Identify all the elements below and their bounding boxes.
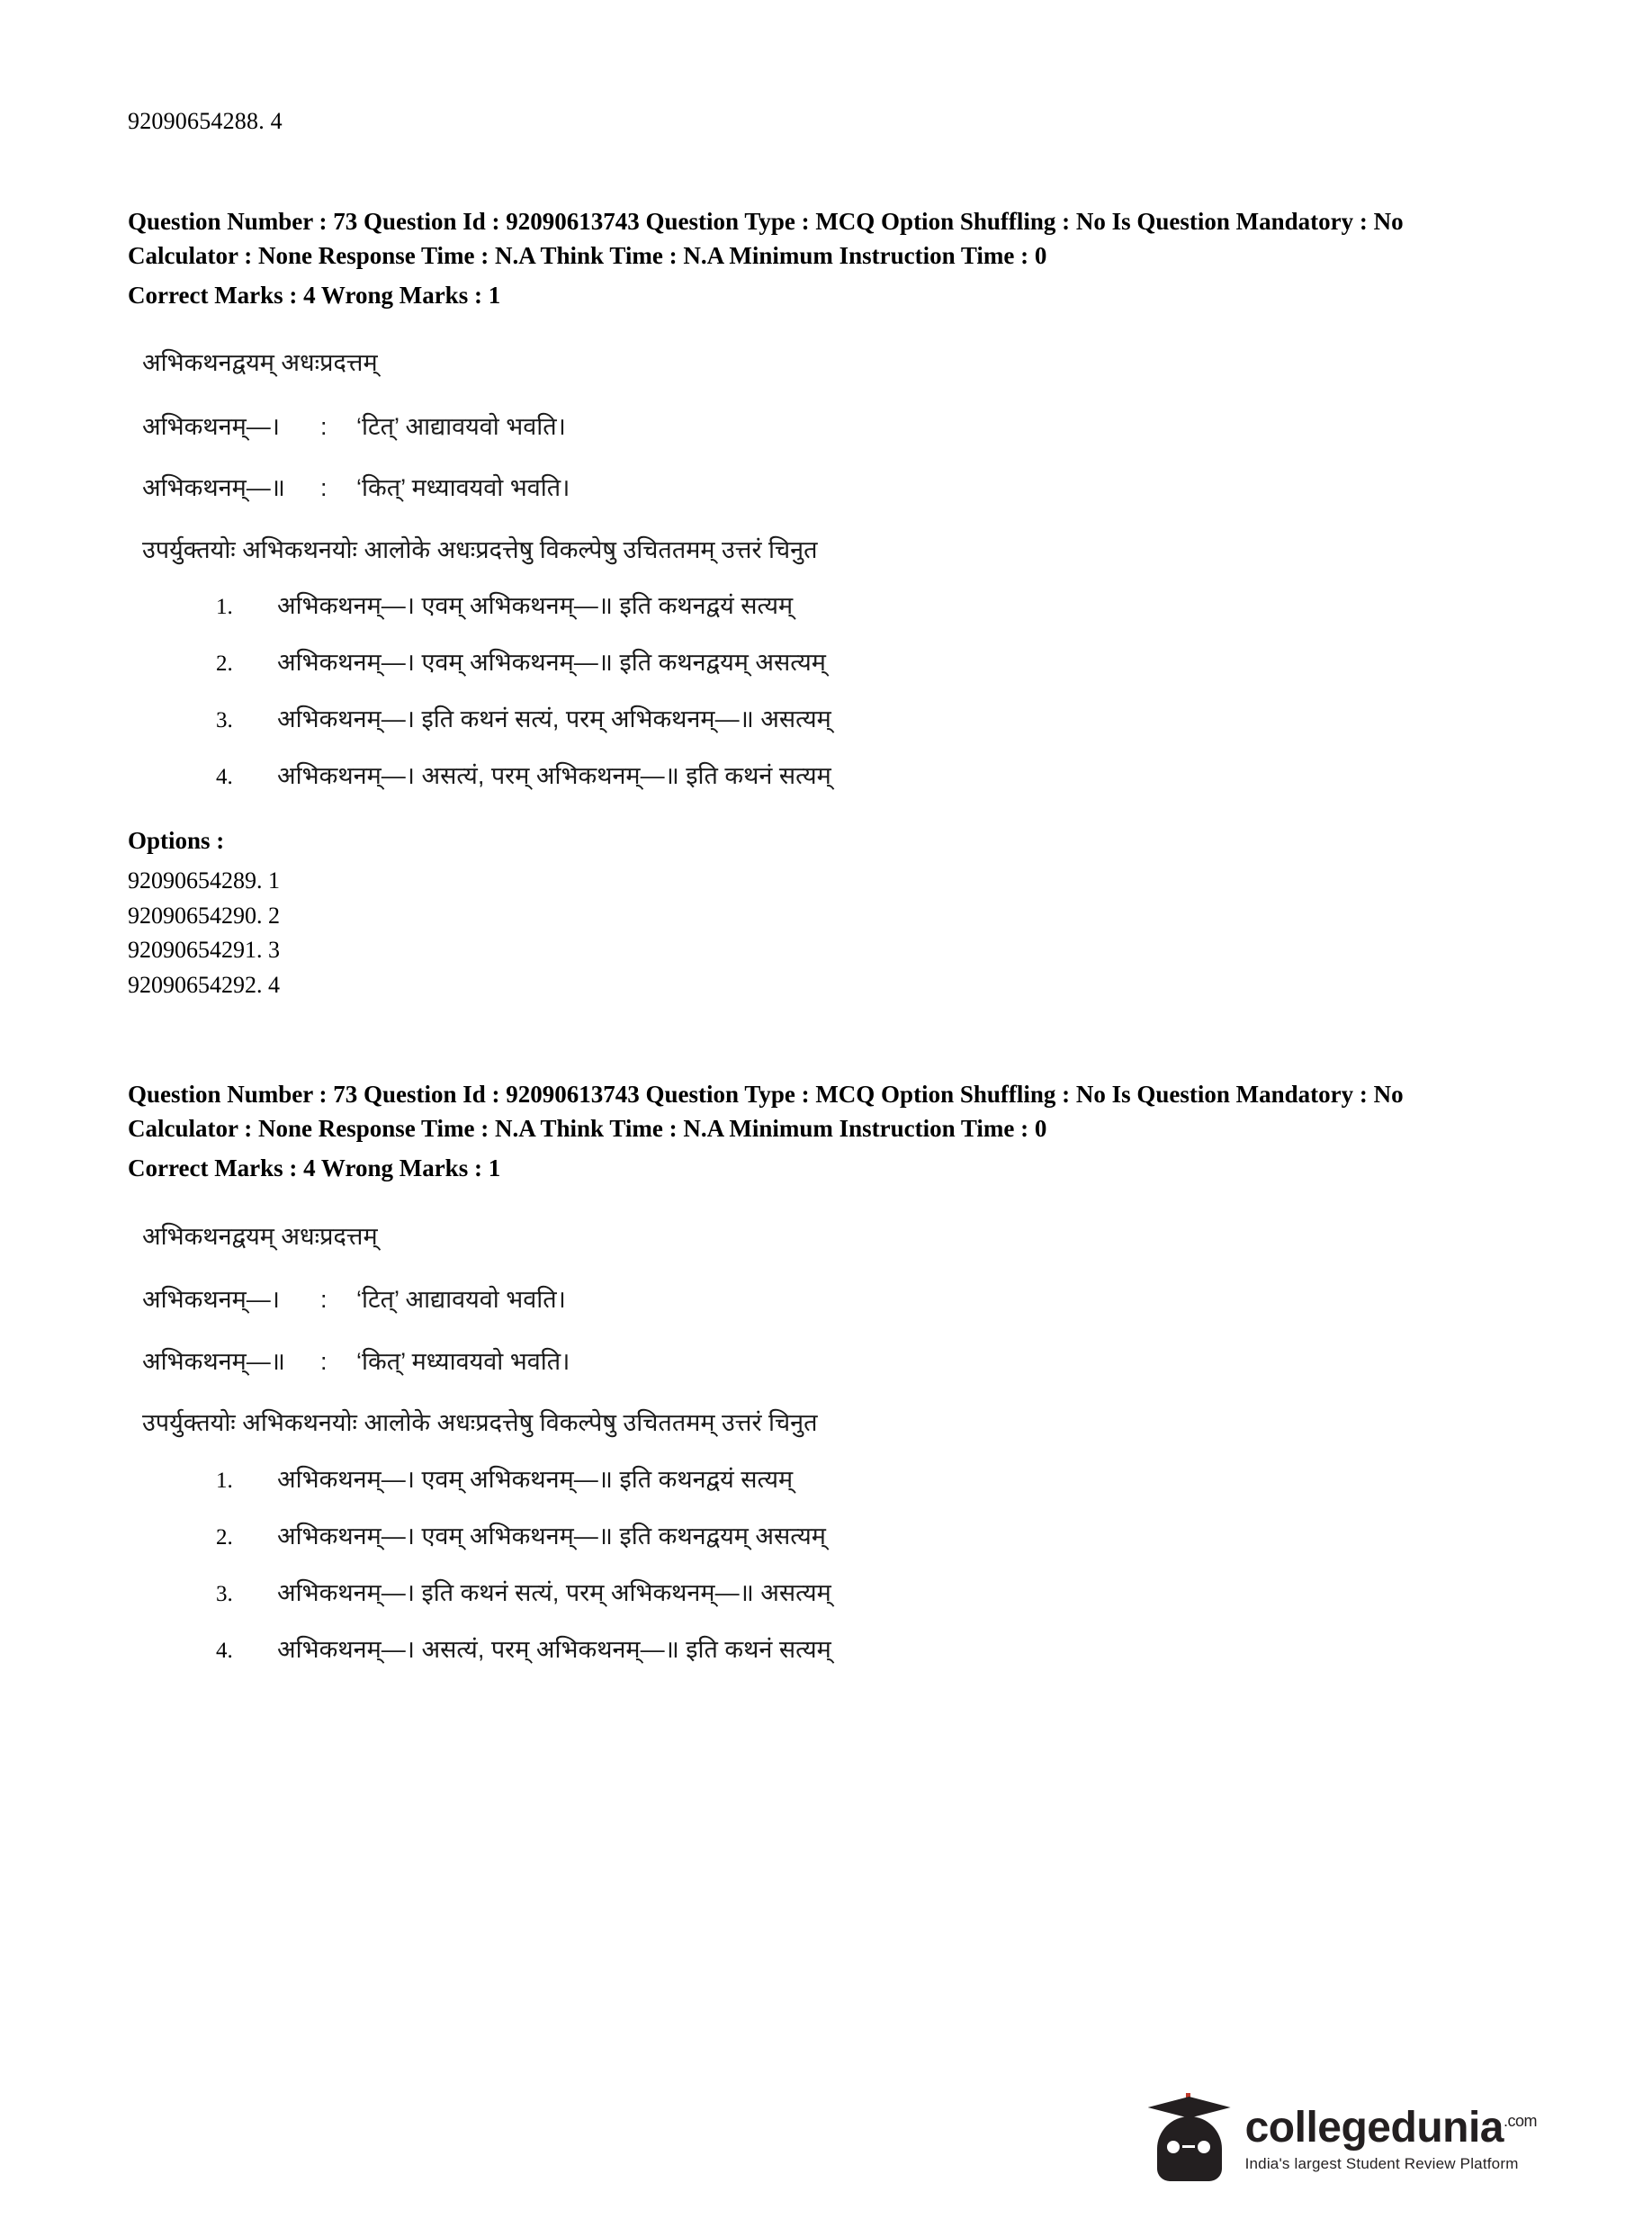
stem-intro: अभिकथनद्वयम् अधःप्रदत्तम् — [142, 349, 378, 377]
assertion-row — [142, 1281, 1526, 1318]
assertion-row — [142, 1343, 1526, 1380]
mascot-eye-right-icon — [1195, 2138, 1213, 2156]
option-number: 3. — [216, 1581, 233, 1606]
list-item[interactable] — [216, 588, 1526, 621]
brand-tld: .com — [1503, 2112, 1537, 2130]
option-id: 92090654291. 3 — [128, 937, 280, 964]
option-text: अभिकथनम्—। एवम् अभिकथनम्—॥ इति कथनद्वयं सत्यम् — [277, 592, 794, 620]
mascot-eye-left-icon — [1164, 2138, 1182, 2156]
assertion-row — [142, 470, 1526, 507]
option-text: अभिकथनम्—। असत्यं, परम् अभिकथनम्—॥ इति कथनं सत्यम् — [277, 1635, 831, 1663]
assertion-label: अभिकथनम्—। — [142, 412, 280, 440]
assertion-text: ‘कित्’ मध्यावयवो भवति। — [356, 1347, 570, 1375]
brand-text — [1244, 2104, 1537, 2173]
option-number: 1. — [216, 1468, 233, 1493]
list-item[interactable] — [216, 1518, 1526, 1551]
watermark-footer — [1146, 2093, 1537, 2187]
question-stem — [128, 1218, 1526, 1665]
assertion-text: ‘कित्’ मध्यावयवो भवति। — [356, 474, 570, 502]
option-list — [142, 588, 1526, 791]
list-item[interactable] — [216, 644, 1526, 678]
stem-question: उपर्युक्तयोः अभिकथनयोः आलोके अधःप्रदत्तेषु विकल्पेषु उचिततमम् उत्तरं चिनुत — [142, 535, 818, 563]
option-id: 92090654292. 4 — [128, 971, 280, 998]
option-text: अभिकथनम्—। एवम् अभिकथनम्—॥ इति कथनद्वयं सत्यम् — [277, 1465, 794, 1493]
option-text: अभिकथनम्—। एवम् अभिकथनम्—॥ इति कथनद्वयम् असत्यम् — [277, 649, 826, 677]
stem-question: उपर्युक्तयोः अभिकथनयोः आलोके अधःप्रदत्तेषु विकल्पेषु उचिततमम् उत्तरं चिनुत — [142, 1409, 818, 1437]
option-text: अभिकथनम्—। इति कथनं सत्यं, परम् अभिकथनम्—॥ असत्यम् — [277, 705, 831, 733]
list-item[interactable] — [216, 1575, 1526, 1608]
stem-intro: अभिकथनद्वयम् अधःप्रदत्तम् — [142, 1222, 378, 1250]
option-text: अभिकथनम्—। एवम् अभिकथनम्—॥ इति कथनद्वयम् असत्यम् — [277, 1522, 826, 1550]
assertion-colon: : — [320, 1286, 328, 1314]
options-heading: Options : — [128, 827, 225, 855]
option-list — [142, 1461, 1526, 1665]
assertion-colon: : — [320, 412, 328, 440]
list-item[interactable] — [216, 758, 1526, 791]
brand-name — [1244, 2104, 1537, 2152]
graduate-mascot-icon — [1146, 2093, 1233, 2187]
question-block — [128, 205, 1526, 1002]
block-spacer — [128, 1002, 1526, 1078]
option-number: 2. — [216, 1524, 233, 1550]
assertion-text: ‘टित्’ आद्यावयवो भवति। — [356, 1286, 566, 1314]
assertion-colon: : — [320, 1347, 328, 1375]
assertion-label: अभिकथनम्—। — [142, 1286, 280, 1314]
question-meta: Question Number : 73 Question Id : 92090613743 Question Type : MCQ Option Shuffling : No Is Question Mandatory : No Calculator : None Response Time : N.A Think Time : N.A Minimum Instruction Time : 0 — [128, 1081, 1404, 1143]
option-text: अभिकथनम्—। असत्यं, परम् अभिकथनम्—॥ इति कथनं सत्यम् — [277, 762, 831, 790]
assertion-row — [142, 409, 1526, 445]
brand-word: collegedunia — [1244, 2104, 1504, 2152]
option-number: 2. — [216, 651, 233, 677]
question-block — [128, 1078, 1526, 1664]
question-meta: Question Number : 73 Question Id : 92090613743 Question Type : MCQ Option Shuffling : No Is Question Mandatory : No Calculator : None Response Time : N.A Think Time : N.A Minimum Instruction Time : 0 — [128, 208, 1404, 269]
assertion-text: ‘टित्’ आद्यावयवो भवति। — [356, 412, 566, 440]
option-id: 92090654289. 1 — [128, 867, 280, 894]
option-number: 4. — [216, 1638, 233, 1663]
option-text: अभिकथनम्—। इति कथनं सत्यं, परम् अभिकथनम्—॥ असत्यम् — [277, 1578, 831, 1606]
assertion-label: अभिकथनम्—॥ — [142, 474, 285, 502]
top-option-id: 92090654288. 4 — [128, 108, 283, 134]
assertion-colon: : — [320, 474, 328, 502]
list-item[interactable] — [216, 1461, 1526, 1495]
list-item[interactable] — [216, 1631, 1526, 1665]
option-number: 1. — [216, 595, 233, 620]
option-number: 3. — [216, 708, 233, 733]
brand-tagline: India's largest Student Review Platform — [1244, 2155, 1519, 2172]
list-item[interactable] — [216, 701, 1526, 734]
question-stem — [128, 345, 1526, 791]
question-marks: Correct Marks : 4 Wrong Marks : 1 — [128, 1154, 501, 1181]
option-id: 92090654290. 2 — [128, 902, 280, 929]
option-number: 4. — [216, 765, 233, 790]
assertion-label: अभिकथनम्—॥ — [142, 1347, 285, 1375]
mascot-glasses-bridge-icon — [1182, 2145, 1195, 2148]
question-marks: Correct Marks : 4 Wrong Marks : 1 — [128, 281, 501, 309]
